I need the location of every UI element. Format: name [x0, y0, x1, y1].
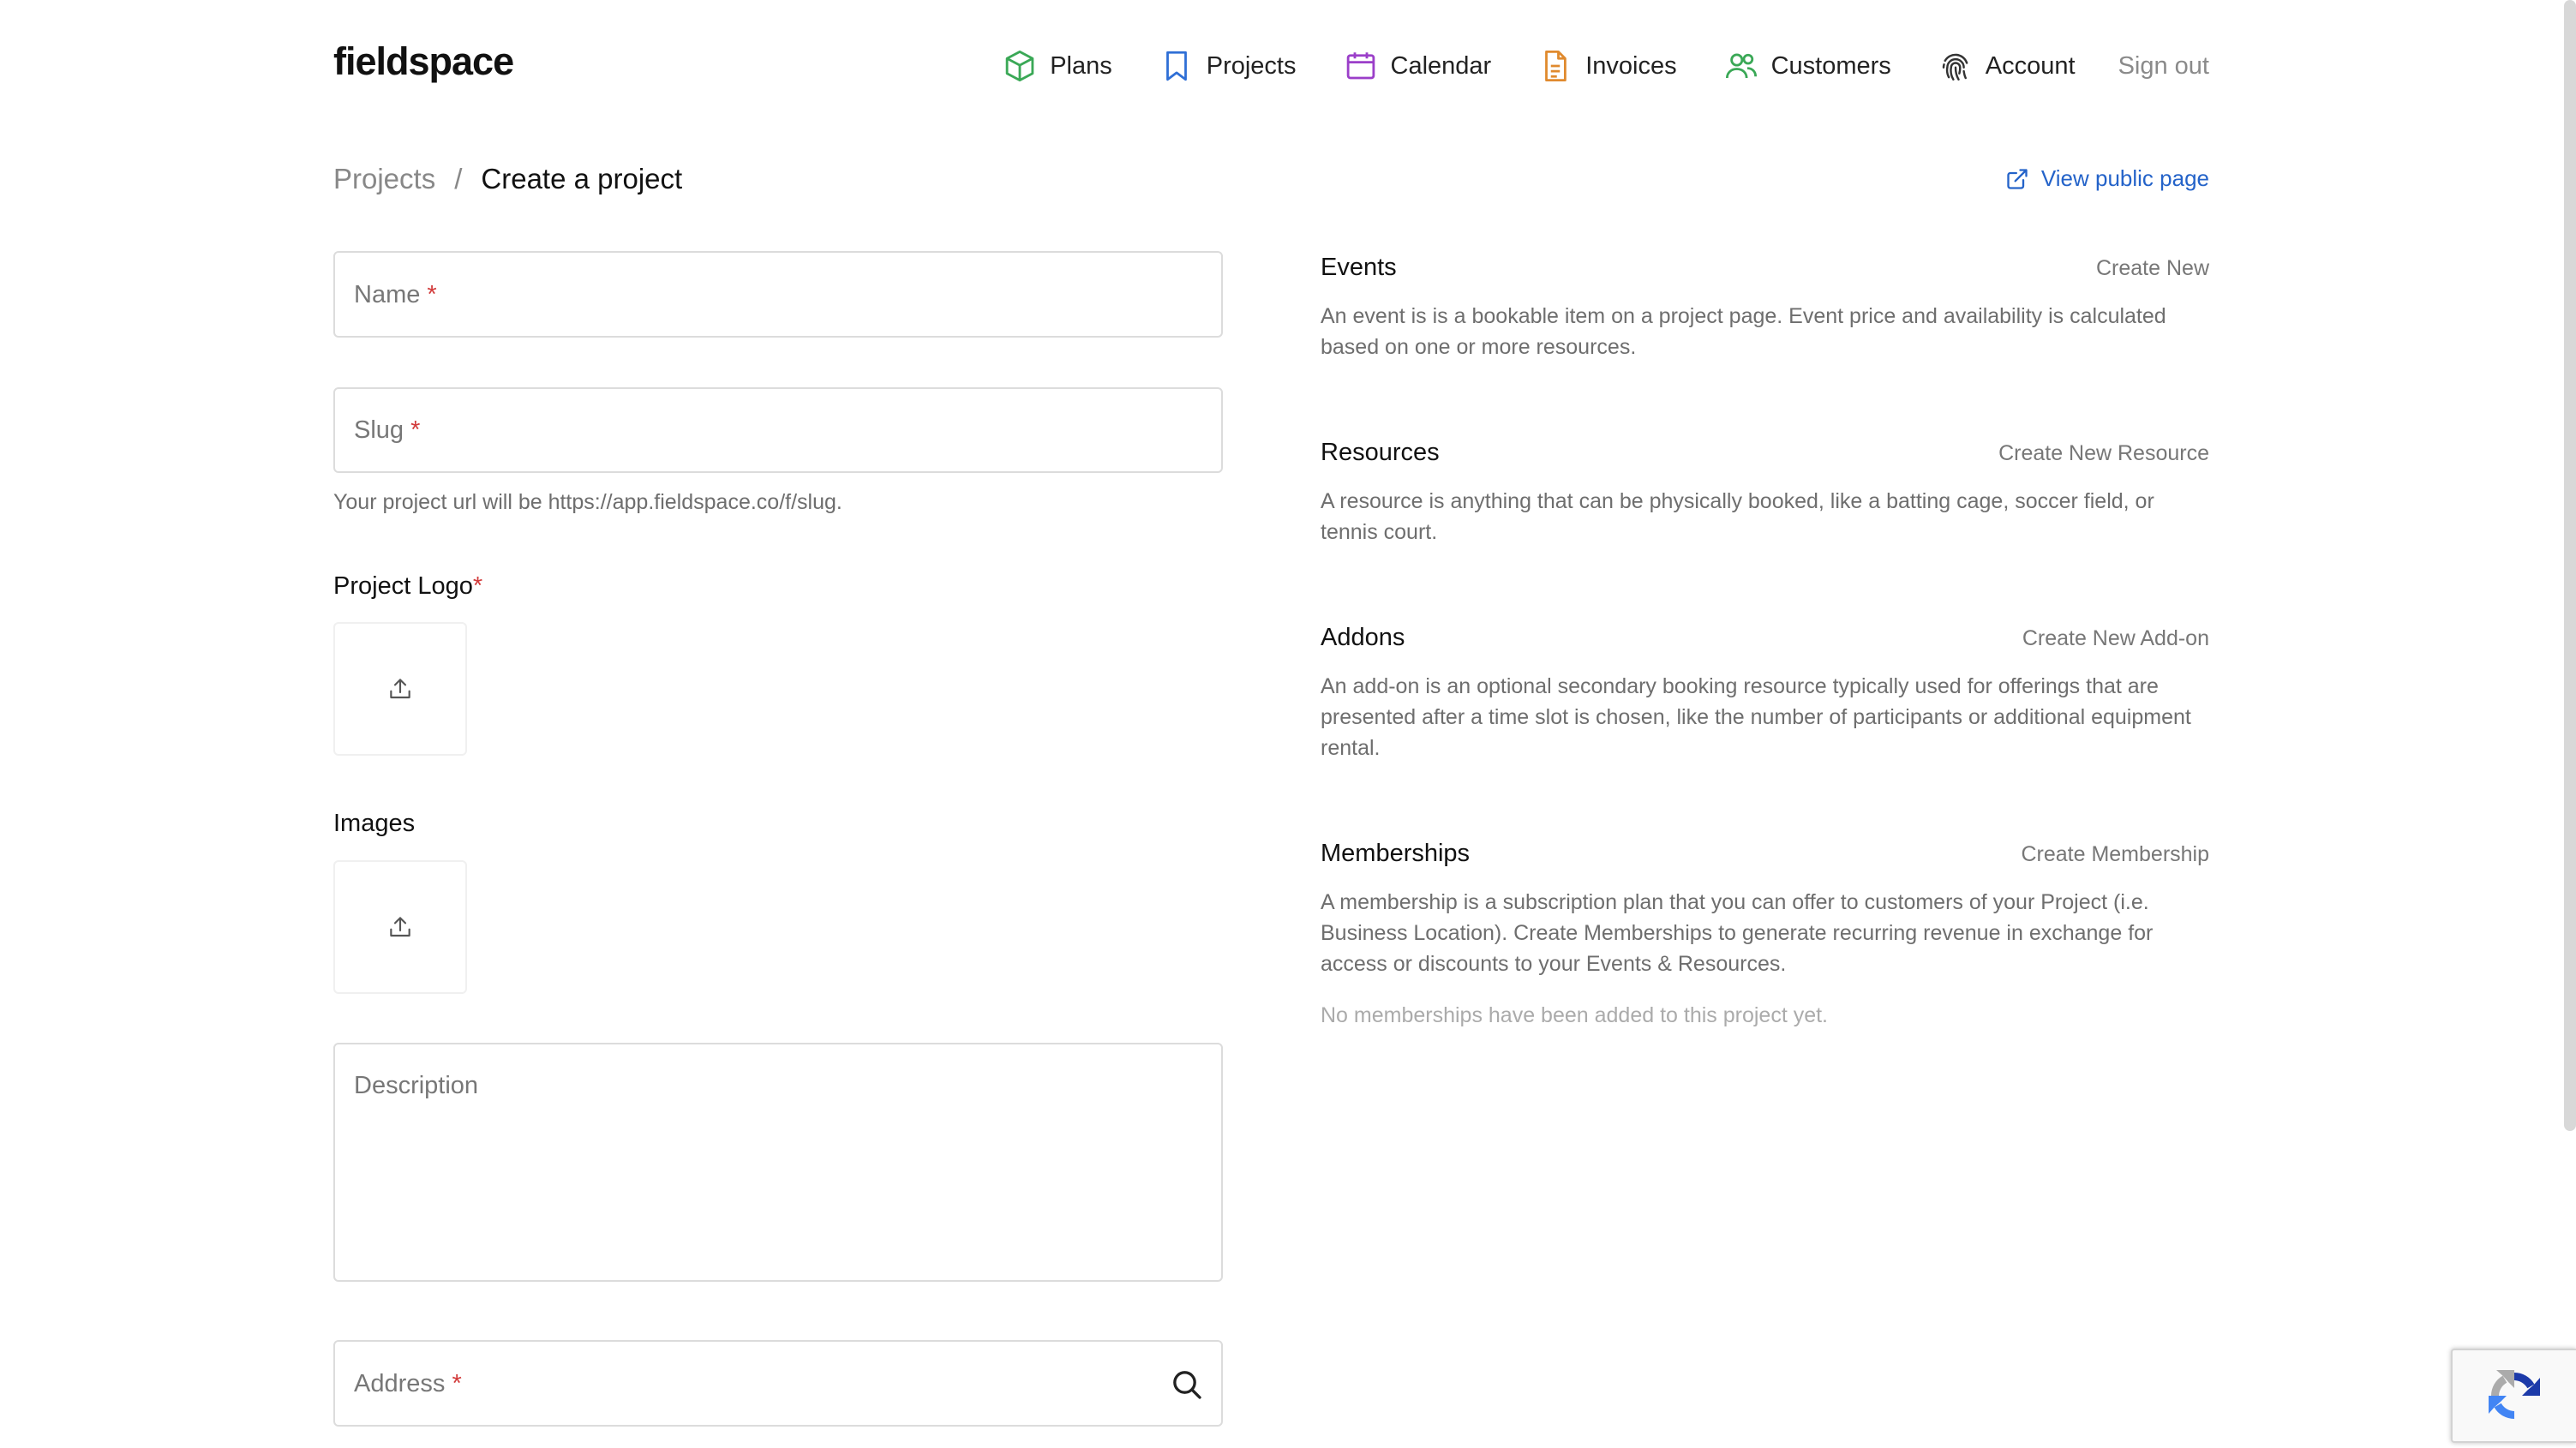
panel-header	[1321, 840, 2209, 868]
nav-item-invoices[interactable]	[1537, 48, 1676, 84]
images-label: Images	[333, 810, 416, 837]
memberships-panel	[1321, 840, 2209, 1028]
nav-label: Calendar	[1390, 51, 1492, 80]
create-addon-link[interactable]: Create New Add-on	[2022, 626, 2209, 650]
project-logo-label	[333, 572, 482, 601]
panel-header	[1321, 254, 2209, 282]
slug-field[interactable]	[333, 387, 1223, 473]
nav-item-calendar[interactable]	[1343, 48, 1492, 84]
nav-label: Account	[1985, 51, 2076, 80]
fieldspace-logo[interactable]: fieldspace	[333, 39, 514, 83]
address-label-text: Address	[354, 1370, 446, 1397]
required-mark: *	[427, 281, 437, 308]
search-icon[interactable]	[1170, 1367, 1204, 1402]
images-upload[interactable]	[333, 860, 467, 994]
name-input[interactable]	[335, 253, 1221, 336]
required-mark: *	[452, 1370, 462, 1397]
view-public-page-label: View public page	[2040, 165, 2209, 191]
panel-description: An add-on is an optional secondary booking resource typically used for offerings that are presented after a time slot is chosen, like the number of participants or additional equipment rental.	[1321, 674, 2191, 760]
panel-title: Addons	[1321, 624, 1405, 651]
nav-label: Customers	[1770, 51, 1891, 80]
create-resource-link[interactable]: Create New Resource	[1998, 441, 2209, 465]
description-label: Description	[354, 1072, 479, 1099]
panel-header	[1321, 439, 2209, 467]
required-mark: *	[410, 416, 421, 444]
sign-out-link[interactable]: Sign out	[2118, 51, 2209, 80]
panel-title: Events	[1321, 254, 1397, 281]
addons-panel	[1321, 624, 2209, 763]
panel-title: Memberships	[1321, 840, 1471, 867]
panel-description: A membership is a subscription plan that you can offer to customers of your Project (i.e. Business Location). Create Memberships to generate recurring revenue in exchange for access or discounts to your Events & Resources.	[1321, 890, 2154, 976]
nav-item-projects[interactable]	[1159, 48, 1297, 84]
bookmark-icon	[1159, 48, 1195, 84]
slug-input[interactable]	[335, 389, 1221, 471]
create-event-link[interactable]: Create New	[2096, 256, 2209, 280]
address-input[interactable]	[335, 1342, 1221, 1425]
cube-icon	[1002, 48, 1038, 84]
description-textarea[interactable]	[335, 1044, 1221, 1280]
events-panel	[1321, 254, 2209, 362]
page-title: Create a project	[481, 163, 683, 194]
slug-hint: Your project url will be https://app.fieldspace.co/f/slug.	[333, 490, 842, 514]
nav-item-customers[interactable]	[1723, 48, 1891, 84]
document-icon	[1537, 48, 1573, 84]
name-field[interactable]	[333, 251, 1223, 338]
view-public-page-link[interactable]	[2005, 165, 2209, 192]
upload-icon	[386, 675, 414, 703]
memberships-empty-state: No memberships have been added to this project yet.	[1321, 1003, 1829, 1027]
calendar-icon	[1343, 48, 1379, 84]
nav-label: Projects	[1206, 51, 1297, 80]
panel-title: Resources	[1321, 439, 1440, 466]
top-nav	[1002, 45, 2209, 87]
nav-item-plans[interactable]	[1002, 48, 1112, 84]
resources-panel	[1321, 439, 2209, 547]
recaptcha-icon	[2483, 1365, 2545, 1427]
nav-label: Invoices	[1585, 51, 1677, 80]
breadcrumb-separator: /	[454, 163, 463, 194]
project-logo-upload[interactable]	[333, 622, 467, 756]
nav-label: Plans	[1050, 51, 1112, 80]
create-membership-link[interactable]: Create Membership	[2021, 842, 2209, 866]
project-logo-label-text: Project Logo	[333, 572, 473, 600]
external-link-icon	[2005, 167, 2029, 191]
name-label-text: Name	[354, 281, 421, 308]
breadcrumb-projects-link[interactable]: Projects	[333, 163, 436, 194]
fingerprint-icon	[1938, 48, 1974, 84]
slug-label-text: Slug	[354, 416, 404, 444]
recaptcha-badge[interactable]	[2451, 1349, 2576, 1443]
panel-header	[1321, 624, 2209, 652]
panel-description: A resource is anything that can be physically booked, like a batting cage, soccer field, or tennis court.	[1321, 489, 2154, 544]
nav-item-account[interactable]	[1938, 48, 2076, 84]
panel-description: An event is is a bookable item on a project page. Event price and availability is calculated based on one or more resources.	[1321, 304, 2166, 359]
page-scrollbar[interactable]	[2564, 0, 2576, 1131]
address-field[interactable]	[333, 1340, 1223, 1427]
breadcrumb	[333, 163, 682, 195]
users-icon	[1723, 48, 1759, 84]
upload-icon	[386, 913, 414, 941]
required-mark: *	[472, 572, 483, 600]
description-field[interactable]	[333, 1043, 1223, 1282]
